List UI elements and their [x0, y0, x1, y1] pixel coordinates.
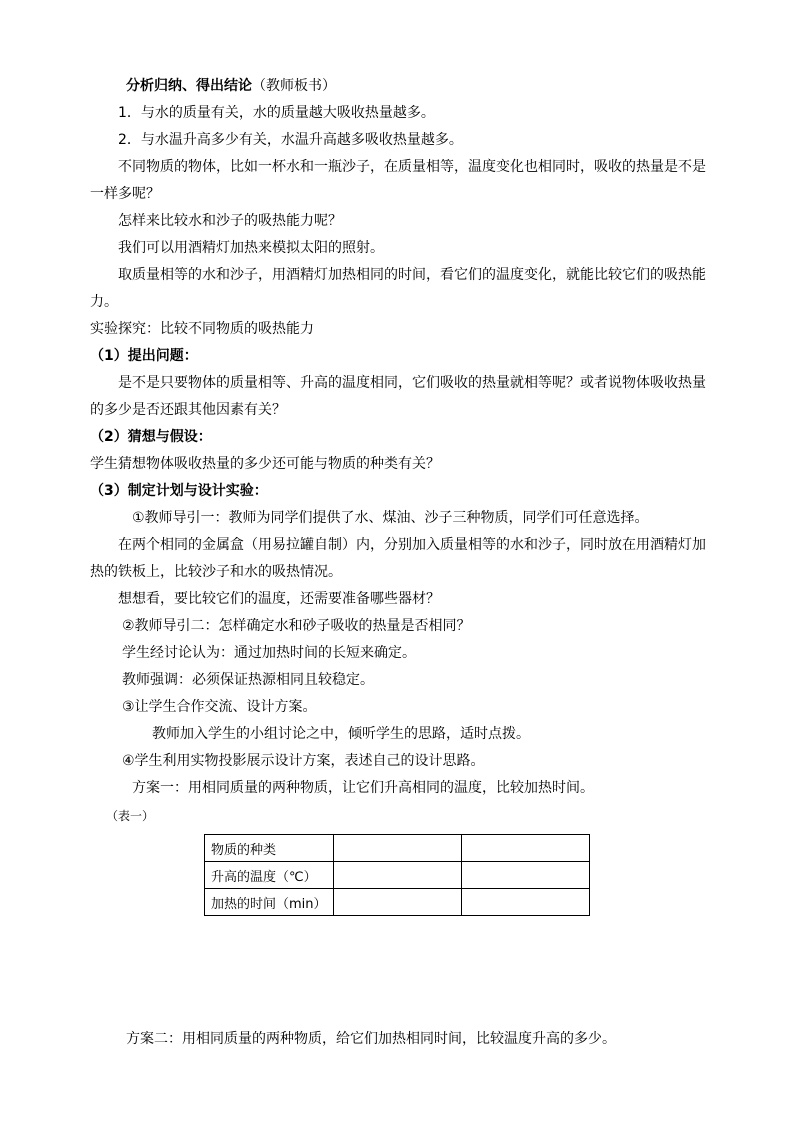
- step-3-title: （3）制定计划与设计实验：: [90, 483, 268, 499]
- step-2-title: （2）猜想与假设：: [90, 429, 212, 445]
- paragraph-1-line-1: 不同物质的物体，比如一杯水和一瓶沙子，在质量相等，温度变化也相同时，吸收的热量是不是: [118, 159, 706, 175]
- plan-2: 方案二：用相同质量的两种物质，给它们加热相同时间，比较温度升高的多少。: [126, 1031, 616, 1047]
- table-cell: [334, 835, 462, 862]
- step-1-line-1: 是不是只要物体的质量相等、升高的温度相同，它们吸收的热量就相等呢？或者说物体吸收热量: [118, 375, 706, 391]
- guide-2-student: 学生经讨论认为：通过加热时间的长短来确定。: [122, 645, 416, 661]
- guide-2-teacher: 教师强调：必须保证热源相同且较稳定。: [122, 672, 374, 688]
- paragraph-1-line-2: 一样多呢？: [90, 186, 160, 202]
- heading-note: （教师板书）: [252, 78, 336, 94]
- guide-1-question: 想想看，要比较它们的温度，还需要准备哪些器材？: [118, 591, 440, 607]
- guide-1-detail-line-1: 在两个相同的金属盒（用易拉罐自制）内，分别加入质量相等的水和沙子，同时放在用酒精灯加: [118, 537, 706, 553]
- table-row: [205, 835, 590, 862]
- heading-text: 分析归纳、得出结论: [126, 78, 252, 94]
- table-cell: [462, 835, 590, 862]
- data-table: [204, 834, 590, 916]
- guide-4: ④学生利用实物投影展示设计方案，表述自己的设计思路。: [122, 753, 485, 769]
- guide-1: ①教师导引一：教师为同学们提供了水、煤油、沙子三种物质，同学们可任意选择。: [132, 510, 649, 526]
- section-heading: [126, 76, 336, 96]
- table-cell: [334, 862, 462, 889]
- step-2-text: 学生猜想物体吸收热量的多少还可能与物质的种类有关？: [90, 456, 440, 472]
- paragraph-3: 我们可以用酒精灯加热来模拟太阳的照射。: [118, 240, 384, 256]
- step-1-title: （1）提出问题：: [90, 348, 198, 364]
- step-1-line-2: 的多少是否还跟其他因素有关？: [90, 402, 286, 418]
- table-cell: 升高的温度（℃）: [205, 862, 334, 889]
- table-cell: [334, 889, 462, 916]
- paragraph-4-line-2: 力。: [90, 294, 118, 310]
- table-cell: 加热的时间（min）: [205, 889, 334, 916]
- guide-1-detail-line-2: 热的铁板上，比较沙子和水的吸热情况。: [90, 564, 342, 580]
- conclusion-2: 2．与水温升高多少有关，水温升高越多吸收热量越多。: [118, 132, 463, 148]
- table-row: [205, 862, 590, 889]
- table-cell: [462, 862, 590, 889]
- paragraph-2: 怎样来比较水和沙子的吸热能力呢？: [118, 213, 342, 229]
- plan-1: 方案一：用相同质量的两种物质，让它们升高相同的温度，比较加热时间。: [132, 780, 594, 796]
- table-cell: [462, 889, 590, 916]
- conclusion-1: 1．与水的质量有关，水的质量越大吸收热量越多。: [118, 105, 435, 121]
- guide-2: ②教师导引二：怎样确定水和砂子吸收的热量是否相同？: [122, 618, 471, 634]
- table-cell: 物质的种类: [205, 835, 334, 862]
- paragraph-4-line-1: 取质量相等的水和沙子，用酒精灯加热相同的时间，看它们的温度变化，就能比较它们的吸热能: [118, 267, 706, 283]
- table-label: （表一）: [106, 809, 155, 823]
- guide-3: ③让学生合作交流、设计方案。: [122, 699, 317, 715]
- experiment-title: 实验探究：比较不同物质的吸热能力: [90, 321, 314, 337]
- table-row: [205, 889, 590, 916]
- guide-3-detail: 教师加入学生的小组讨论之中，倾听学生的思路，适时点拨。: [152, 726, 530, 742]
